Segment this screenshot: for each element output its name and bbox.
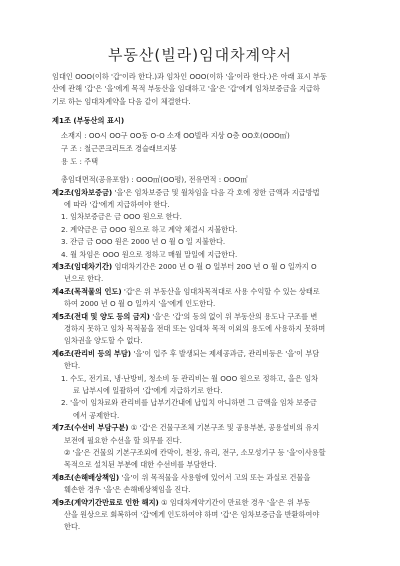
article-2-line: 4. 월 차임은 OOO 원으로 정하고 매월 말일에 지급한다. [61, 249, 238, 259]
article-7-line: 목적으로 설치된 부분에 대한 수선비를 부담한다. [64, 460, 217, 470]
article-9-line: 산을 원상으로 회복하여 '갑'에게 인도하여야 하며 '갑'은 임차보증금을 반환하여야 [64, 510, 320, 519]
article-5-line: 경하지 못하고 임차 목적물을 전대 또는 임대차 목적 이외의 용도에 사용하지 못하며 [64, 324, 326, 333]
property-detail-line: 총임대면적(공유포함) : OOO㎡(OO평), 전유면적 : OOO㎡ [61, 174, 248, 184]
article-6-line: 료 납부시에 일괄하여 '갑'에게 지급하기로 한다. [73, 386, 223, 395]
article-6-line: 2. '을'이 임차료와 관리비를 납부기간내에 납입치 아니하면 그 금액을 임차 보증금 [61, 398, 317, 408]
article-2-line: 3. 잔금 금 OOO 원은 2000 년 O 월 O 일 지불한다. [61, 237, 226, 247]
article-3-text: 임대차기간은 2000 년 O 월 O 일부터 20O 년 O 월 O 일까지 O [112, 262, 317, 271]
article-2-text: '을'은 임차보증금 및 월차임을 다음 각 호에 정한 금액과 지급방법 [112, 187, 320, 197]
article-5-line: 임차권을 양도할 수 없다. [64, 336, 143, 346]
article-3 [52, 262, 317, 271]
intro-line: 임대인 OOO(이하 '갑'이라 한다.)과 임차인 OOO(이하 '을'이라 한다.)은 아래 표시 부동 [52, 72, 327, 81]
article-9-text: ① 임대차계약기간이 만료한 경우 '을'은 위 부동 [158, 497, 311, 507]
article-6-line: 에서 공제한다. [73, 410, 120, 420]
article-8-text: '을'이 위 목적물을 사용함에 있어서 고의 또는 과실로 건물을 [119, 472, 311, 482]
article-2-line: 1. 임차보증금은 금 OOO 원으로 한다. [61, 212, 182, 222]
article-4-line: 하여 2000 년 O 월 O 일까지 '을'에게 인도한다. [64, 299, 216, 309]
article-7 [52, 423, 319, 432]
property-detail-line: 소재지 : OO시 OO구 OO동 O-O 소재 OO빌라 지상 O층 OO호(OOO㎡) [61, 130, 290, 140]
intro-line: 기로 하는 임대차계약을 다음 같이 체결한다. [52, 96, 191, 106]
article-8 [52, 473, 310, 482]
article-7-heading: 제7조(수선비 부담구분) [52, 423, 129, 433]
article-2-line: 2. 계약금은 금 OOO 원으로 하고 계약 체결시 지불한다. [61, 224, 238, 234]
article-6 [52, 349, 319, 358]
article-2 [52, 188, 320, 197]
article-6-line: 한다. [64, 361, 81, 371]
article-4-text: '갑'은 위 부동산을 임대차목적대로 사용 수익할 수 있는 상태로 [121, 286, 320, 296]
article-6-heading: 제6조(관리비 등의 부담) [52, 348, 132, 358]
article-5-text: '을'은 '갑'의 동의 없이 위 부동산의 용도나 구조를 변 [149, 311, 318, 321]
article-6-line: 1. 수도, 전기료, 냉·난방비, 청소비 등 관리비는 월 OOO 원으로 정하고, 을은 임차 [61, 373, 319, 383]
article-7-text: ① '갑'은 건물구조체 기본구조 및 공용부분, 공용설비의 유지 [128, 423, 320, 433]
article-8-line: 훼손한 경우 '을'은 손해배상책임을 진다. [64, 485, 191, 495]
article-3-heading: 제3조(임대차기간) [52, 262, 113, 271]
article-7-line: 보전에 필요한 수선을 할 의무를 진다. [64, 435, 182, 445]
article-2-heading: 제2조(임차보증금) [52, 187, 113, 197]
property-detail-line: 구 조 : 철근콘크리트조 경슬래브지붕 [61, 143, 177, 153]
intro-line: 산에 관해 '갑'은 '을'에게 목적 부동산을 임대하고 '을'은 '갑'에게 임차보증금을 지급하 [52, 84, 320, 94]
article-2-line: 에 따라 '갑'에게 지급하여야 한다. [64, 200, 170, 209]
article-8-heading: 제8조(손해배상책임) [52, 472, 120, 482]
property-detail-line: 용 도 : 주택 [61, 156, 99, 166]
article-9-heading: 제9조(계약기간만료로 인한 해지) [52, 497, 159, 507]
article-5 [52, 312, 317, 321]
article-4-heading: 제4조(목적물의 인도) [52, 286, 122, 296]
article-3-line: 년으로 한다. [64, 274, 104, 284]
article-9 [52, 498, 310, 507]
document-title: 부동산(빌라)임대차계약서 [107, 46, 293, 64]
article-7-line: ② '을'은 건물의 기본구조외에 칸막이, 천장, 유리, 전구, 소모성기구 등 '을'이사용할 [64, 448, 326, 457]
article-9-line: 한다. [64, 522, 81, 532]
article-4 [52, 287, 320, 296]
article-1-heading: 제1조 (부동산의 표시) [52, 116, 125, 126]
article-5-heading: 제5조(전대 및 양도 등의 금지) [52, 311, 150, 321]
article-6-text: '을'이 입주 후 발생되는 제세공과금, 관리비등은 '을'이 부담 [131, 348, 320, 358]
